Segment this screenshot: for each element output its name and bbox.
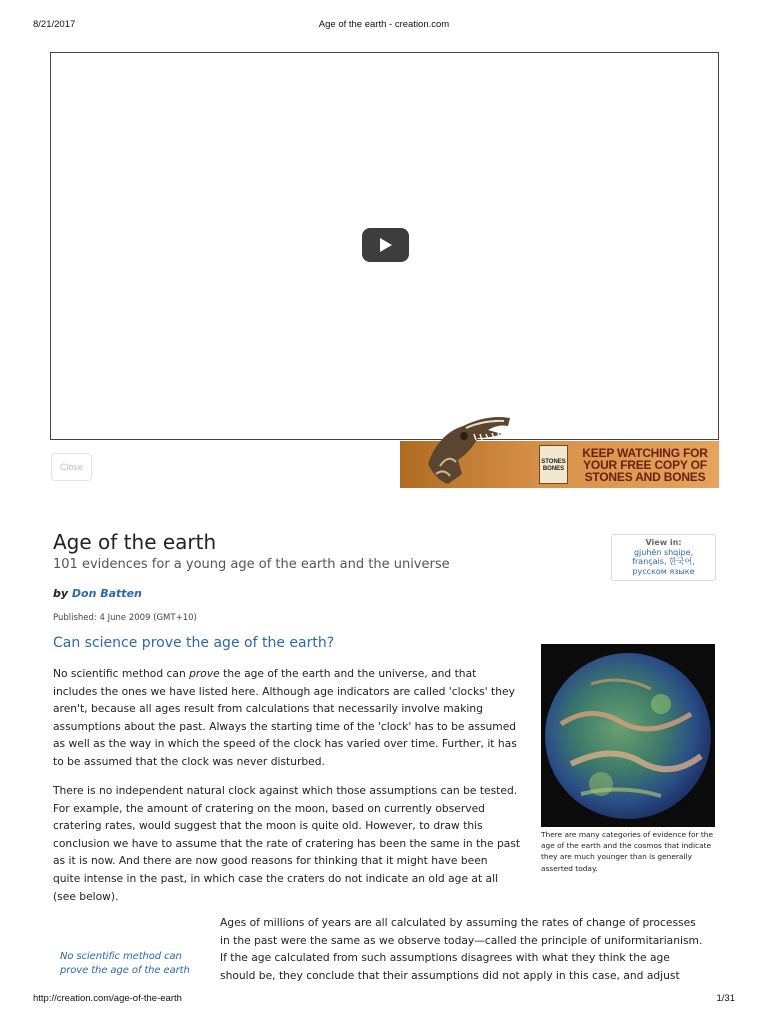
- paragraph-line: For example, the amount of cratering on the moon, based on currently observed: [53, 801, 485, 815]
- play-icon[interactable]: [362, 228, 409, 262]
- pull-quote: [60, 950, 190, 978]
- print-url: http://creation.com/age-of-the-earth: [33, 993, 182, 1004]
- figure-caption: There are many categories of evidence for the age of the earth and the cosmos that indicate they are much younger than is generally asserted today.: [541, 830, 714, 873]
- page-subtitle: 101 evidences for a young age of the earth and the universe: [53, 557, 450, 572]
- banner-line: STONES AND BONES: [584, 470, 706, 484]
- paragraph-line: should be, they conclude that their assumptions did not apply in this case, and adjust: [220, 968, 680, 982]
- byline: [53, 587, 142, 600]
- print-title: Age of the earth - creation.com: [318, 19, 450, 30]
- paragraph: [53, 665, 533, 771]
- paragraph-line: in the past were the same as we observe today—called the principle of uniformitarianism.: [220, 933, 703, 947]
- paragraph-line: No scientific method can prove the age of the earth and the universe, and that: [53, 667, 477, 680]
- paragraph-line: aren't, because all ages result from calculations that necessarily involve making: [53, 702, 483, 716]
- paragraph-line: Ages of millions of years are all calculated by assuming the rates of change of processes: [220, 916, 696, 929]
- book-cover: [539, 445, 568, 484]
- by-label: by: [53, 587, 69, 600]
- planet-image: [541, 644, 715, 827]
- paragraph-line: (see below).: [53, 889, 119, 903]
- language-box-heading: View in:: [645, 538, 682, 547]
- paragraph-line: as it is now. And there are now good reasons for thinking that it might have been: [53, 854, 488, 868]
- language-link[interactable]: gjuhën shqipe,: [633, 547, 694, 557]
- paragraph: [220, 914, 720, 984]
- paragraph-line: If the age calculated from such assumptions disagrees with what they think the age: [220, 951, 670, 965]
- banner-line: YOUR FREE COPY OF: [583, 458, 707, 472]
- print-date: 8/21/2017: [33, 19, 76, 30]
- page-title: Age of the earth: [53, 530, 217, 554]
- author-link[interactable]: Don Batten: [71, 587, 142, 600]
- paragraph-line: assumptions about the past. Always the starting time of the 'clock' has to be assumed: [53, 719, 517, 733]
- paragraph-line: cratering rates, would suggest that the moon is quite old. However, to draw this: [53, 819, 483, 833]
- banner-line: KEEP WATCHING FOR: [582, 446, 708, 460]
- published-date: Published: 4 June 2009 (GMT+10): [53, 613, 197, 623]
- video-player[interactable]: [50, 52, 719, 440]
- paragraph-line: There is no independent natural clock against which those assumptions can be tested.: [53, 784, 518, 797]
- paragraph-line: as well as the way in which the speed of the clock has varied over time. Further, it has: [53, 737, 517, 751]
- paragraph-line: quite intense in the past, in which case the craters do not indicate an old age at all: [53, 871, 499, 885]
- print-footer: [33, 993, 735, 1005]
- print-header: [33, 19, 735, 31]
- pull-quote-line: prove the age of the earth: [60, 965, 190, 976]
- book-cover-title: STONES BONES: [541, 459, 566, 472]
- print-page-number: 1/31: [716, 993, 735, 1004]
- paragraph-line: to be assumed that the clock was never disturbed.: [53, 754, 325, 768]
- language-link[interactable]: русском языке: [632, 566, 695, 576]
- section-heading: Can science prove the age of the earth?: [53, 635, 335, 651]
- language-box: [611, 534, 716, 581]
- paragraph-line: includes the ones we have listed here. Although age indicators are called 'clocks' they: [53, 684, 515, 698]
- paragraph: [53, 782, 533, 905]
- close-button[interactable]: Close: [51, 453, 92, 481]
- pull-quote-line: No scientific method can: [60, 951, 182, 962]
- paragraph-line: conclusion we have to assume that the rate of cratering has been the same in the past: [53, 836, 521, 850]
- language-link[interactable]: français, 한국어,: [632, 557, 695, 566]
- banner-text[interactable]: [572, 447, 718, 483]
- dinosaur-skull-image: [418, 404, 514, 490]
